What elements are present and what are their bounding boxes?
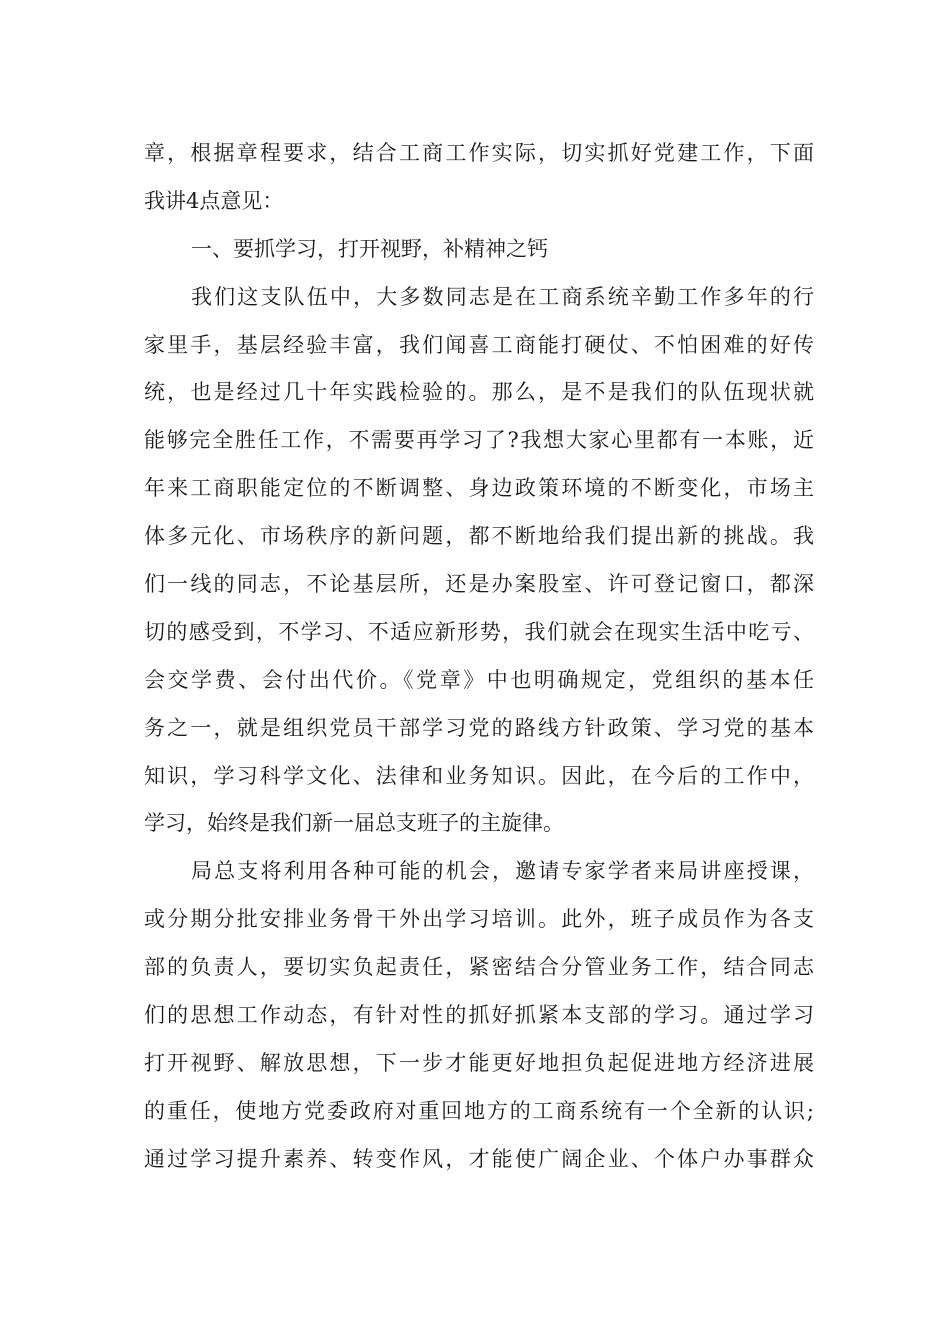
text-line: 家里手，基层经验丰富，我们闻喜工商能打硬仗、不怕困难的好传: [144, 332, 814, 357]
text-line: 通过学习提升素养、转变作风，才能使广阔企业、个体户办事群众: [144, 1146, 814, 1171]
text-line: 或分期分批安排业务骨干外出学习培训。此外，班子成员作为各支: [144, 907, 814, 932]
text-line: 局总支将利用各种可能的机会，邀请专家学者来局讲座授课，: [191, 859, 814, 884]
text-line: 知识，学习科学文化、法律和业务知识。因此，在今后的工作中，: [144, 763, 814, 788]
text-line: 统，也是经过几十年实践检验的。那么，是不是我们的队伍现状就: [144, 380, 814, 405]
text-line: 们的思想工作动态，有针对性的抓好抓紧本支部的学习。通过学习: [144, 1003, 814, 1028]
text-line: 体多元化、市场秩序的新问题，都不断地给我们提出新的挑战。我: [144, 524, 814, 549]
text-line: 们一线的同志，不论基层所，还是办案股室、许可登记窗口，都深: [144, 572, 814, 597]
text-line: 我们这支队伍中，大多数同志是在工商系统辛勤工作多年的行: [191, 284, 814, 309]
document-body: [144, 130, 814, 1184]
text-line: 切的感受到，不学习、不适应新形势，我们就会在现实生活中吃亏、: [144, 619, 814, 644]
text-line: 能够完全胜任工作，不需要再学习了?我想大家心里都有一本账，近: [144, 428, 814, 453]
text-line: 打开视野、解放思想，下一步才能更好地担负起促进地方经济进展: [144, 1050, 814, 1075]
text-line: 部的负责人，要切实负起责任，紧密结合分管业务工作，结合同志: [144, 955, 814, 980]
text-line: 务之一，就是组织党员干部学习党的路线方针政策、学习党的基本: [144, 715, 814, 740]
text-line: 我讲4点意见：: [144, 188, 284, 213]
text-line: 年来工商职能定位的不断调整、身边政策环境的不断变化，市场主: [144, 476, 814, 501]
text-line: 的重任，使地方党委政府对重回地方的工商系统有一个全新的认识;: [144, 1098, 814, 1123]
text-line: 会交学费、会付出代价。《党章》中也明确规定，党组织的基本任: [144, 667, 814, 692]
section-heading: 一、要抓学习，打开视野，补精神之钙: [191, 236, 548, 261]
text-line: 学习，始终是我们新一届总支班子的主旋律。: [144, 811, 564, 836]
text-line: 章，根据章程要求，结合工商工作实际，切实抓好党建工作，下面: [144, 141, 814, 165]
